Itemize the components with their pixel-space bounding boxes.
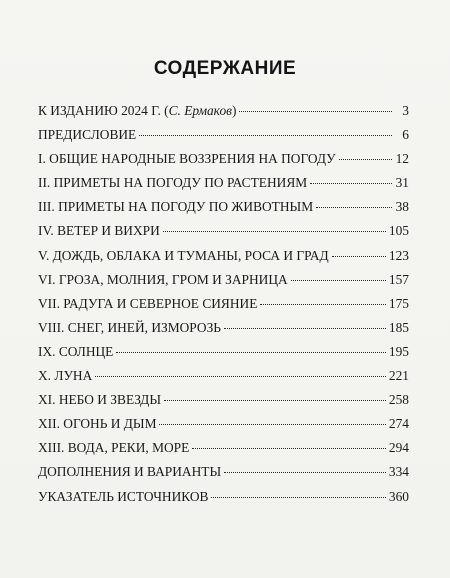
toc-entry [38, 489, 409, 513]
toc-entry [38, 296, 409, 320]
dot-leader [163, 231, 386, 232]
toc-entry-page: 185 [388, 319, 409, 335]
toc-entry-label: ПРЕДИСЛОВИЕ [38, 127, 137, 143]
toc-entry-label: III. ПРИМЕТЫ НА ПОГОДУ ПО ЖИВОТНЫМ [38, 199, 314, 215]
toc-entry-label: IX. СОЛНЦЕ [38, 343, 114, 359]
toc-entry-label: XII. ОГОНЬ И ДЫМ [38, 416, 157, 432]
toc-entry-label: VI. ГРОЗА, МОЛНИЯ, ГРОМ И ЗАРНИЦА [38, 271, 288, 287]
table-of-contents [38, 103, 409, 513]
dot-leader [224, 328, 386, 329]
toc-entry [38, 248, 409, 272]
dot-leader [339, 159, 392, 160]
toc-entry [38, 103, 409, 127]
toc-entry-label: XI. НЕБО И ЗВЕЗДЫ [38, 392, 161, 408]
toc-entry [38, 320, 409, 344]
toc-entry-label: VII. РАДУГА И СЕВЕРНОЕ СИЯНИЕ [38, 295, 258, 311]
toc-entry-page: 175 [388, 295, 409, 311]
dot-leader [291, 280, 386, 281]
toc-entry-label: УКАЗАТЕЛЬ ИСТОЧНИКОВ [38, 488, 209, 504]
toc-entry [38, 464, 409, 488]
toc-entry-page: 195 [388, 343, 409, 359]
toc-entry [38, 199, 409, 223]
toc-entry-label: I. ОБЩИЕ НАРОДНЫЕ ВОЗЗРЕНИЯ НА ПОГОДУ [38, 151, 336, 167]
dot-leader [192, 448, 386, 449]
toc-entry-label: XIII. ВОДА, РЕКИ, МОРЕ [38, 440, 190, 456]
toc-entry-page: 360 [388, 488, 409, 504]
toc-entry-label: V. ДОЖДЬ, ОБЛАКА И ТУМАНЫ, РОСА И ГРАД [38, 247, 329, 263]
toc-entry-page: 12 [395, 151, 409, 167]
toc-entry-page: 274 [388, 416, 409, 432]
toc-entry [38, 272, 409, 296]
toc-entry [38, 127, 409, 151]
toc-entry [38, 223, 409, 247]
dot-leader [224, 472, 386, 473]
toc-entry-page: 258 [388, 392, 409, 408]
toc-entry [38, 416, 409, 440]
toc-entry-label: VIII. СНЕГ, ИНЕЙ, ИЗМОРОЗЬ [38, 319, 221, 335]
toc-entry-page: 221 [388, 368, 409, 384]
dot-leader [239, 111, 392, 112]
toc-entry-page: 31 [395, 175, 409, 191]
dot-leader [116, 352, 386, 353]
toc-entry-page: 6 [402, 127, 409, 143]
dot-leader [139, 135, 392, 136]
toc-entry-author: С. Ермаков [168, 103, 232, 118]
toc-entry [38, 368, 409, 392]
toc-entry-label: X. ЛУНА [38, 368, 93, 384]
toc-entry-label [38, 103, 236, 119]
toc-entry-page: 334 [388, 464, 409, 480]
toc-entry-page: 294 [388, 440, 409, 456]
dot-leader [164, 400, 386, 401]
toc-entry-page: 105 [388, 223, 409, 239]
toc-entry [38, 440, 409, 464]
dot-leader [211, 497, 385, 498]
toc-entry-label-pre: К ИЗДАНИЮ 2024 Г. ( [38, 103, 169, 118]
dot-leader [316, 207, 392, 208]
toc-entry-label: II. ПРИМЕТЫ НА ПОГОДУ ПО РАСТЕНИЯМ [38, 175, 308, 191]
toc-entry-label: IV. ВЕТЕР И ВИХРИ [38, 223, 160, 239]
toc-entry-page: 123 [388, 247, 409, 263]
page-title: СОДЕРЖАНИЕ [153, 58, 297, 79]
toc-entry-page: 157 [388, 271, 409, 287]
dot-leader [332, 256, 386, 257]
toc-entry [38, 344, 409, 368]
dot-leader [95, 376, 386, 377]
dot-leader [310, 183, 392, 184]
toc-entry [38, 151, 409, 175]
dot-leader [260, 304, 386, 305]
toc-entry [38, 175, 409, 199]
toc-entry [38, 392, 409, 416]
toc-entry-page: 3 [402, 103, 409, 118]
toc-entry-label-post: ) [231, 103, 237, 118]
toc-entry-page: 38 [395, 199, 409, 215]
dot-leader [159, 424, 385, 425]
toc-entry-label: ДОПОЛНЕНИЯ И ВАРИАНТЫ [38, 464, 222, 480]
